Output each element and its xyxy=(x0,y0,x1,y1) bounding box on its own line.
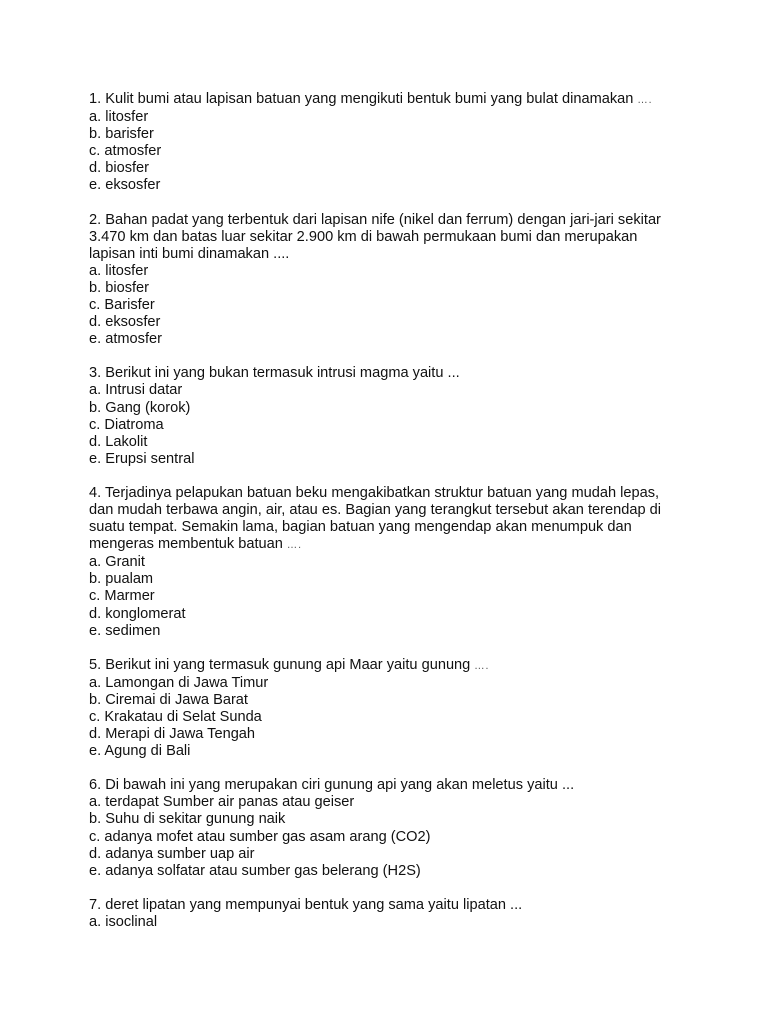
question-4-option-c: c. Marmer xyxy=(89,588,155,605)
question-3-option-a: a. Intrusi datar xyxy=(89,382,183,399)
question-2-option-e: e. atmosfer xyxy=(89,331,162,348)
question-7 xyxy=(89,897,689,931)
question-2 xyxy=(89,212,689,349)
question-4 xyxy=(89,485,689,640)
question-5-option-a: a. Lamongan di Jawa Timur xyxy=(89,674,269,691)
question-7-option-a: a. isoclinal xyxy=(89,913,158,930)
question-1-option-c: c. atmosfer xyxy=(89,143,162,160)
question-1-option-e: e. eksosfer xyxy=(89,177,161,194)
question-4-text-line-4: mengeras membentuk batuan …. xyxy=(89,536,303,553)
question-5-option-e: e. Agung di Bali xyxy=(89,743,191,760)
question-3-option-c: c. Diatroma xyxy=(89,416,164,433)
question-3-text: 3. Berikut ini yang bukan termasuk intrusi magma yaitu ... xyxy=(89,365,460,382)
question-4-option-d: d. konglomerat xyxy=(89,605,186,622)
question-5-option-b: b. Ciremai di Jawa Barat xyxy=(89,691,248,708)
question-2-text-line-1: 2. Bahan padat yang terbentuk dari lapisan nife (nikel dan ferrum) dengan jari-jari sekitar xyxy=(89,211,661,228)
question-4-option-b: b. pualam xyxy=(89,571,154,588)
question-2-option-d: d. eksosfer xyxy=(89,314,161,331)
question-1-option-a: a. litosfer xyxy=(89,109,149,126)
question-4-option-a: a. Granit xyxy=(89,554,145,571)
question-5 xyxy=(89,657,689,761)
question-4-option-e: e. sedimen xyxy=(89,622,161,639)
question-3-option-b: b. Gang (korok) xyxy=(89,399,191,416)
question-6-option-e: e. adanya solfatar atau sumber gas belerang (H2S) xyxy=(89,862,421,879)
question-3-option-d: d. Lakolit xyxy=(89,433,148,450)
question-1-option-d: d. biosfer xyxy=(89,160,150,177)
question-1 xyxy=(89,91,689,195)
question-2-option-c: c. Barisfer xyxy=(89,297,155,314)
question-2-text-line-2: 3.470 km dan batas luar sekitar 2.900 km di bawah permukaan bumi dan merupakan xyxy=(89,228,638,245)
question-4-text-line-1: 4. Terjadinya pelapukan batuan beku mengakibatkan struktur batuan yang mudah lepas, xyxy=(89,484,660,501)
question-1-text: 1. Kulit bumi atau lapisan batuan yang mengikuti bentuk bumi yang bulat dinamakan …. xyxy=(89,91,653,107)
question-1-option-b: b. barisfer xyxy=(89,126,154,143)
question-2-text-line-3: lapisan inti bumi dinamakan .... xyxy=(89,245,290,262)
question-4-text-line-2: dan mudah terbawa angin, air, atau es. Bagian yang terangkut tersebut akan terendap di xyxy=(89,501,661,518)
question-3-option-e: e. Erupsi sentral xyxy=(89,450,195,467)
question-6-option-a: a. terdapat Sumber air panas atau geiser xyxy=(89,794,355,811)
question-6-option-c: c. adanya mofet atau sumber gas asam arang (CO2) xyxy=(89,828,431,845)
question-6-option-d: d. adanya sumber uap air xyxy=(89,845,255,862)
question-5-option-c: c. Krakatau di Selat Sunda xyxy=(89,709,262,725)
question-sheet xyxy=(89,91,689,948)
question-5-text: 5. Berikut ini yang termasuk gunung api Maar yaitu gunung …. xyxy=(89,656,490,673)
question-5-option-d: d. Merapi di Jawa Tengah xyxy=(89,726,256,743)
question-4-text-line-3: suatu tempat. Semakin lama, bagian batuan yang mengendap akan menumpuk dan xyxy=(89,519,632,536)
question-6-option-b: b. Suhu di sekitar gunung naik xyxy=(89,811,286,828)
question-2-option-b: b. biosfer xyxy=(89,279,150,296)
question-6-text: 6. Di bawah ini yang merupakan ciri gunung api yang akan meletus yaitu ... xyxy=(89,777,575,794)
question-7-text: 7. deret lipatan yang mempunyai bentuk yang sama yaitu lipatan ... xyxy=(89,896,523,913)
question-2-option-a: a. litosfer xyxy=(89,262,149,279)
question-6 xyxy=(89,777,689,880)
question-3 xyxy=(89,365,689,468)
